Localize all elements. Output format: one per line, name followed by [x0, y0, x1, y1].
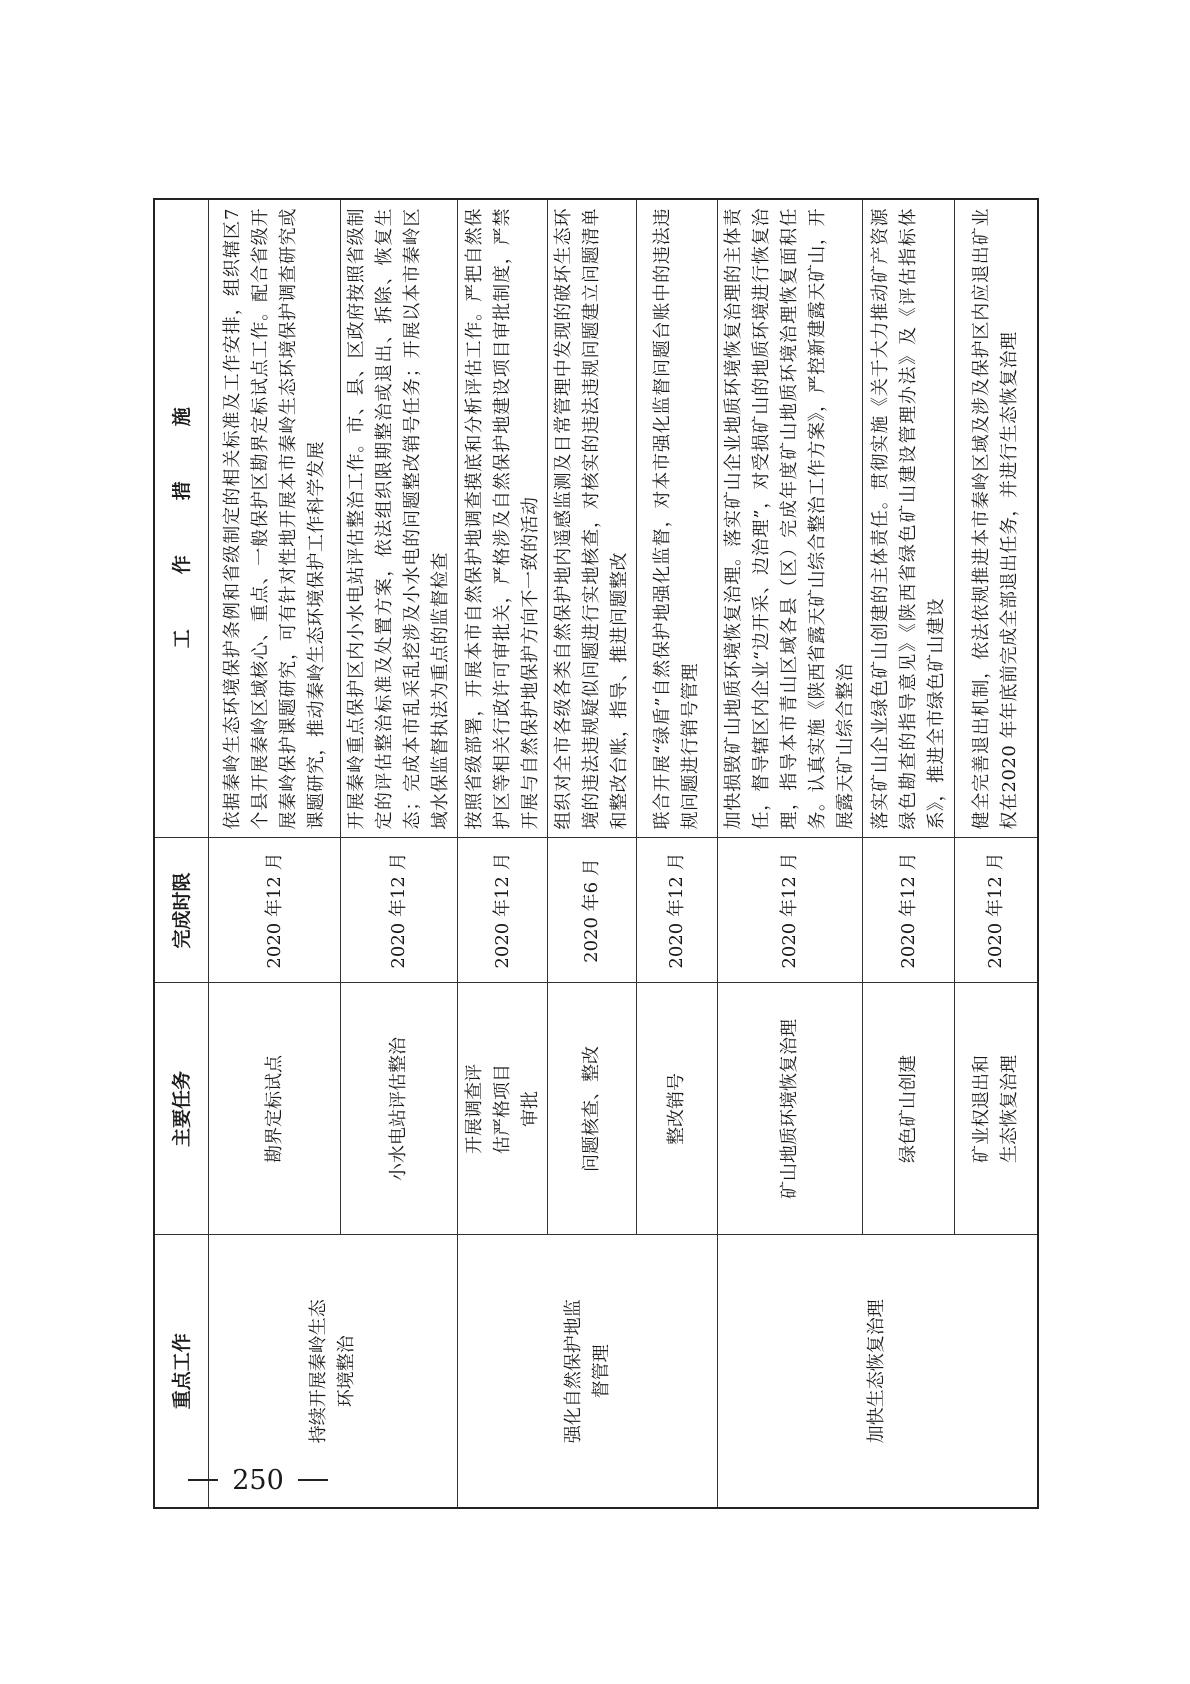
page-number-text: 250 — [232, 1464, 284, 1496]
deadline-cell: 2020 年12 月 — [955, 838, 1038, 983]
task-cell: 矿业权退出和生态恢复治理 — [955, 983, 1038, 1235]
measures-cell: 联合开展“绿盾”自然保护地强化监督，对本市强化监督问题台账中的违法违规问题进行销号管理 — [636, 199, 717, 838]
deadline-cell: 2020 年6 月 — [547, 838, 636, 983]
header-deadline: 完成时限 — [154, 838, 209, 983]
header-main-task: 主要任务 — [154, 983, 209, 1235]
work-plan-table — [153, 198, 1039, 1509]
key-work-cell: 持续开展秦岭生态环境整治 — [209, 1235, 458, 1508]
rotated-table-container — [153, 200, 1039, 1509]
task-cell: 开展调查评估严格项目审批 — [458, 983, 547, 1235]
key-work-cell: 加快生态恢复治理 — [717, 1235, 1038, 1508]
table-row — [458, 199, 547, 1508]
task-cell: 矿山地质环境恢复治理 — [717, 983, 862, 1235]
task-cell: 小水电站评估整治 — [341, 983, 458, 1235]
header-measures: 工 作 措 施 — [154, 199, 209, 838]
task-cell: 问题核查、整改 — [547, 983, 636, 1235]
measures-cell: 健全完善退出机制，依法依规推进本市秦岭区域及涉及保护区内应退出矿业权在2020 年年底前完成全部退出任务，并进行生态恢复治理 — [955, 199, 1038, 838]
key-work-cell: 强化自然保护地监督管理 — [458, 1235, 717, 1508]
header-key-work: 重点工作 — [154, 1235, 209, 1508]
measures-cell: 按照省级部署，开展本市自然保护地调查摸底和分析评估工作。严把自然保护区等相关行政许可审批关，严格涉及自然保护地建设项目审批制度，严禁开展与自然保护地保护方向不一致的活动 — [458, 199, 547, 838]
deadline-cell: 2020 年12 月 — [458, 838, 547, 983]
measures-cell: 组织对全市各级各类自然保护地内遥感监测及日常管理中发现的破坏生态环境的违法违规疑似问题进行实地核查，对核实的违法违规问题建立问题清单和整改台账，指导、推进问题整改 — [547, 199, 636, 838]
page-number — [188, 1460, 328, 1500]
deadline-cell: 2020 年12 月 — [636, 838, 717, 983]
deadline-cell: 2020 年12 月 — [341, 838, 458, 983]
deadline-cell: 2020 年12 月 — [863, 838, 955, 983]
task-cell: 绿色矿山创建 — [863, 983, 955, 1235]
measures-cell: 落实矿山企业绿色矿山创建的主体责任。贯彻实施《关于大力推动矿产资源绿色勘查的指导意见》《陕西省绿色矿山建设管理办法》及《评估指标体系》，推进全市绿色矿山建设 — [863, 199, 955, 838]
page-number-dash-right — [298, 1479, 328, 1481]
deadline-cell: 2020 年12 月 — [717, 838, 862, 983]
table-header-row — [154, 199, 209, 1508]
measures-cell: 加快损毁矿山地质环境恢复治理。落实矿山企业地质环境恢复治理的主体责任，督导辖区内企业“边开采、边治理”，对受损矿山的地质环境进行恢复治理，指导本市青山区域各县（区）完成年度矿山地质环境治理恢复面积任务。认真实施《陕西省露天矿山综合整治工作方案》，严控新建露天矿山，开展露天矿山综合整治 — [717, 199, 862, 838]
task-cell: 整改销号 — [636, 983, 717, 1235]
table-row — [209, 199, 341, 1508]
deadline-cell: 2020 年12 月 — [209, 838, 341, 983]
measures-cell: 依据秦岭生态环境保护条例和省级制定的相关标准及工作安排，组织辖区7 个县开展秦岭区域核心、重点、一般保护区勘界定标试点工作。配合省级开展秦岭保护课题研究，可有针对性地开展本市秦岭生态环境保护调查研究或课题研究，推动秦岭生态环境保护工作科学发展 — [209, 199, 341, 838]
task-cell: 勘界定标试点 — [209, 983, 341, 1235]
table-row — [717, 199, 862, 1508]
page-number-dash-left — [188, 1479, 218, 1481]
measures-cell: 开展秦岭重点保护区内小水电站评估整治工作。市、县、区政府按照省级制定的评估整治标准及处置方案，依法组织限期整治或退出、拆除、恢复生态；完成本市乱采乱挖涉及小水电的问题整改销号任务；开展以本市秦岭区域水保监督执法为重点的监督检查 — [341, 199, 458, 838]
